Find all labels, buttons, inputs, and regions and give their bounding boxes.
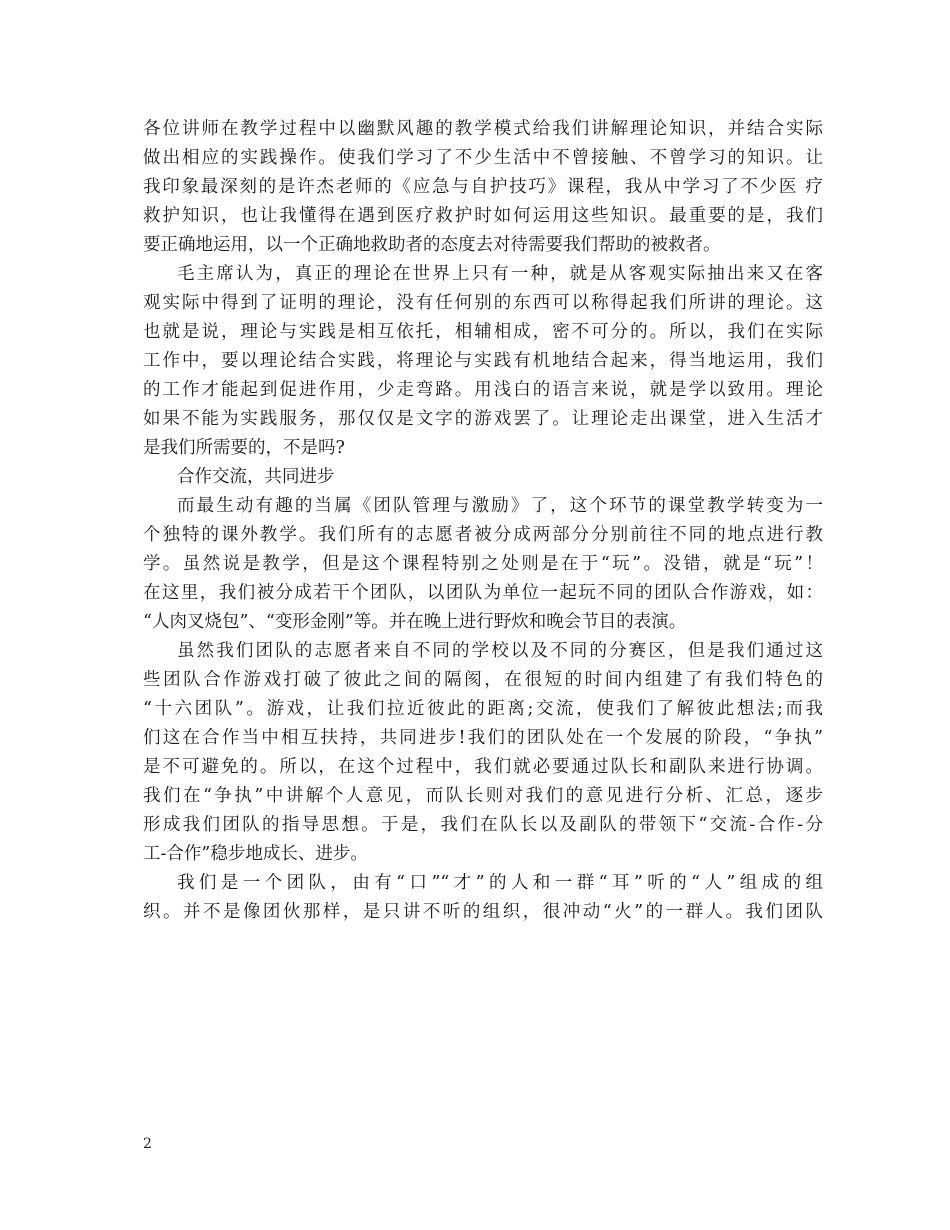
body-text — [143, 115, 823, 927]
text-line: 救护知识，也让我懂得在遇到医疗救护时如何运用这些知识。最重要的是，我们 — [143, 206, 823, 226]
text-line: 是我们所需要的，不是吗? — [143, 438, 345, 458]
section-heading: 合作交流，共同进步 — [177, 467, 335, 487]
text-line: 做出相应的实践操作。使我们学习了不少生活中不曾接触、不曾学习的知识。让 — [143, 148, 823, 168]
text-line: 些团队合作游戏打破了彼此之间的隔阂，在很短的时间内组建了有我们特色的 — [143, 670, 823, 690]
text-line: 们这在合作当中相互扶持，共同进步!我们的团队处在一个发展的阶段，“争执” — [143, 728, 823, 748]
text-line: 要正确地运用，以一个正确地救助者的态度去对待需要我们帮助的被救者。 — [143, 235, 721, 255]
text-line: 我们是一个团队，由有“口”“才”的人和一群“耳”听的“人”组成的组 — [177, 873, 823, 893]
text-line: “人肉叉烧包”、“变形金刚”等。并在晚上进行野炊和晚会节目的表演。 — [143, 612, 687, 632]
text-line: 工作中，要以理论结合实践，将理论与实践有机地结合起来，得当地运用，我们 — [143, 351, 823, 371]
text-line: 观实际中得到了证明的理论，没有任何别的东西可以称得起我们所讲的理论。这 — [143, 293, 823, 313]
text-line: 如果不能为实践服务，那仅仅是文字的游戏罢了。让理论走出课堂，进入生活才 — [143, 409, 823, 429]
text-line: 工-合作”稳步地成长、进步。 — [143, 844, 368, 864]
text-line: 个独特的课外教学。我们所有的志愿者被分成两部分分别前往不同的地点进行教 — [143, 525, 823, 545]
text-line: 形成我们团队的指导思想。于是，我们在队长以及副队的带领下“交流-合作-分 — [143, 815, 823, 835]
text-line: 我印象最深刻的是许杰老师的《应急与自护技巧》课程，我从中学习了不少医 疗 — [143, 177, 823, 197]
text-line: 虽然我们团队的志愿者来自不同的学校以及不同的分赛区，但是我们通过这 — [177, 641, 823, 661]
text-line: 是不可避免的。所以，在这个过程中，我们就必要通过队长和副队来进行协调。 — [143, 757, 823, 777]
text-line: 毛主席认为，真正的理论在世界上只有一种，就是从客观实际抽出来又在客 — [177, 264, 823, 284]
text-line: 学。虽然说是教学，但是这个课程特别之处则是在于“玩”。没错，就是“玩”！ — [143, 554, 823, 574]
page-number: 2 — [143, 1136, 152, 1152]
text-line: 也就是说，理论与实践是相互依托，相辅相成，密不可分的。所以，我们在实际 — [143, 322, 823, 342]
text-line: 织。并不是像团伙那样，是只讲不听的组织，很冲动“火”的一群人。我们团队 — [143, 902, 823, 922]
text-line: 我们在“争执”中讲解个人意见，而队长则对我们的意见进行分析、汇总，逐步 — [143, 786, 823, 806]
text-line: “十六团队”。游戏，让我们拉近彼此的距离;交流，使我们了解彼此想法;而我 — [143, 699, 823, 719]
text-line: 各位讲师在教学过程中以幽默风趣的教学模式给我们讲解理论知识，并结合实际 — [143, 119, 823, 139]
text-line: 而最生动有趣的当属《团队管理与激励》了，这个环节的课堂教学转变为一 — [177, 496, 823, 516]
text-line: 的工作才能起到促进作用，少走弯路。用浅白的语言来说，就是学以致用。理论 — [143, 380, 823, 400]
text-line: 在这里，我们被分成若干个团队，以团队为单位一起玩不同的团队合作游戏，如： — [143, 583, 823, 603]
